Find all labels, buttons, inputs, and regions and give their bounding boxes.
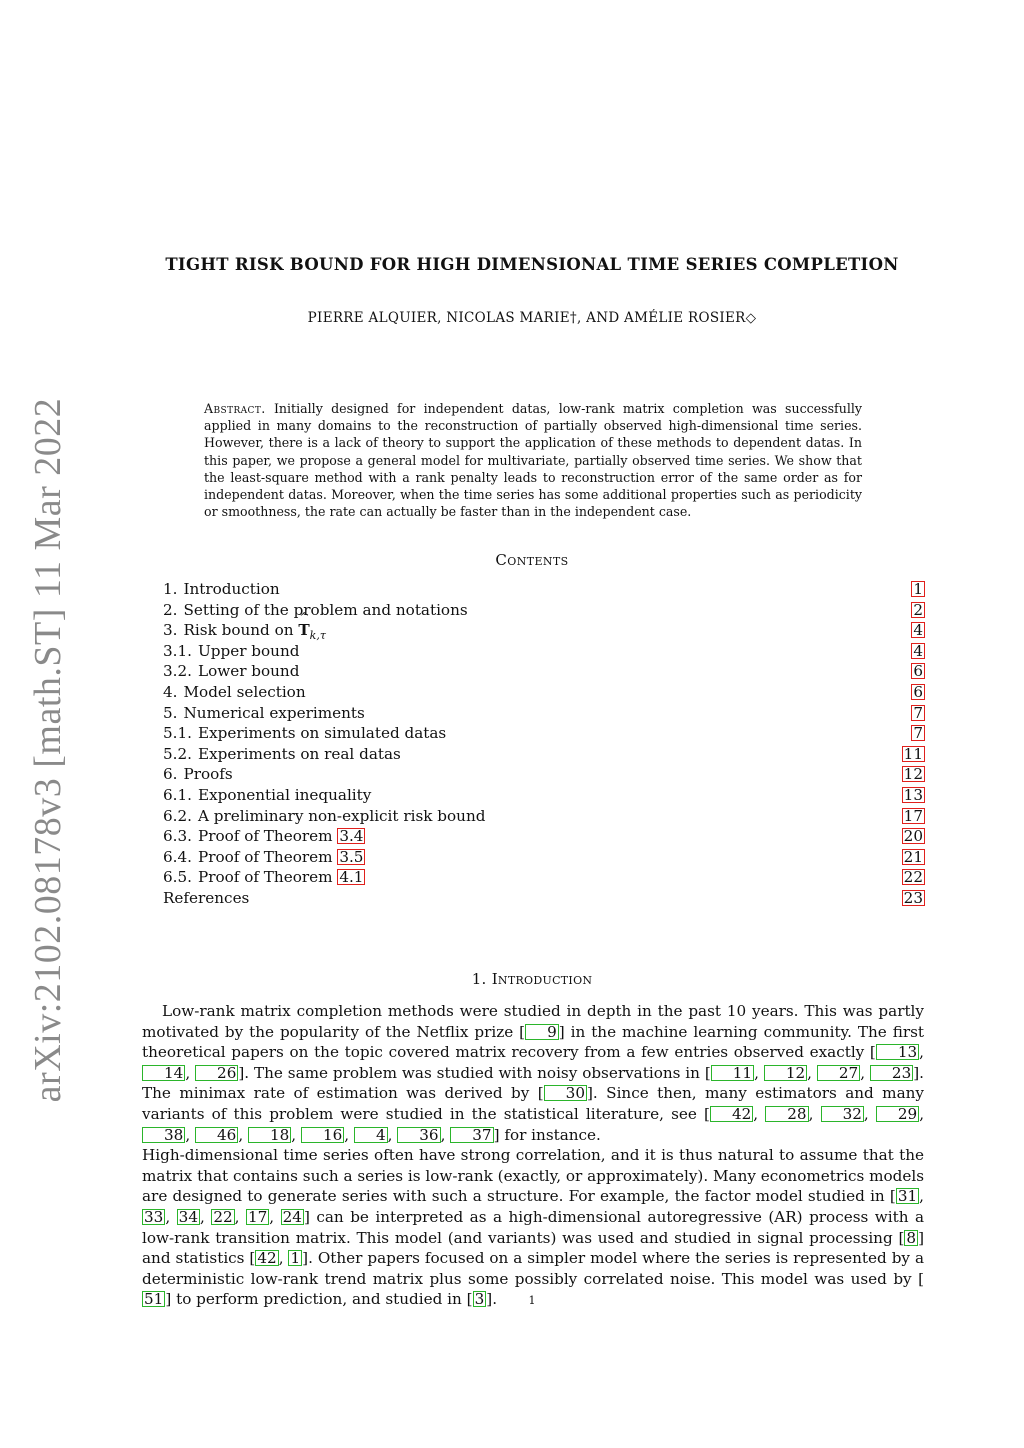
toc-entry-number: 6. — [163, 765, 178, 784]
citation-link[interactable]: 4 — [354, 1127, 388, 1143]
abstract-label: Abstract. — [204, 401, 266, 416]
citation-link[interactable]: 42 — [257, 1249, 277, 1268]
citation-link[interactable]: 33 — [144, 1207, 164, 1226]
citation-link[interactable]: 12 — [764, 1065, 807, 1081]
toc-entry-label — [163, 786, 371, 804]
toc-entry-number: 6.2. — [163, 806, 192, 825]
toc-entry-label — [163, 868, 365, 886]
citation-link[interactable]: 32 — [821, 1106, 864, 1122]
toc-entry-number: 3.1. — [163, 641, 192, 660]
toc-entry-label — [163, 642, 299, 660]
toc-page-link[interactable]: 22 — [903, 868, 923, 887]
toc-entry[interactable] — [163, 889, 925, 910]
toc-entry-number: 6.5. — [163, 868, 192, 887]
toc-entry-title: Experiments on real datas — [197, 744, 401, 763]
citation-link[interactable]: 22 — [213, 1207, 233, 1226]
contents-heading: Contents — [495, 551, 569, 569]
citation-link[interactable]: 38 — [142, 1127, 185, 1143]
toc-entry[interactable] — [163, 580, 925, 601]
toc-entry-label — [163, 621, 326, 642]
toc-entry[interactable] — [163, 683, 925, 704]
toc-page-link[interactable]: 6 — [913, 662, 923, 681]
citation-link[interactable]: 37 — [450, 1127, 493, 1143]
citation-link[interactable]: 29 — [876, 1106, 919, 1122]
section-heading-introduction — [140, 970, 924, 988]
section-title: Introduction — [491, 970, 593, 988]
toc-entry-label — [163, 889, 249, 907]
toc-page-link[interactable]: 4 — [913, 641, 923, 660]
citation-link[interactable]: 9 — [525, 1024, 559, 1040]
toc-entry[interactable] — [163, 868, 925, 889]
toc-entry-label — [163, 683, 306, 701]
section-number: 1. — [471, 970, 487, 988]
toc-entry-label — [163, 601, 468, 619]
toc-entry[interactable] — [163, 621, 925, 642]
toc-entry-number: 6.3. — [163, 827, 192, 846]
citation-link[interactable]: 3 — [474, 1290, 485, 1309]
toc-entry-title: Proof of Theorem — [197, 868, 338, 887]
toc-entry-title: Risk bound on — [183, 621, 299, 640]
toc-page-link[interactable]: 20 — [903, 827, 923, 846]
toc-page-link[interactable]: 4 — [913, 621, 923, 640]
toc-entry-title: Setting of the problem and notations — [183, 600, 468, 619]
toc-entry-label — [163, 580, 280, 598]
toc-entry-title: Introduction — [183, 580, 280, 598]
toc-entry-title: References — [163, 888, 250, 907]
toc-entry-label — [163, 724, 446, 742]
toc-entry[interactable] — [163, 807, 925, 828]
toc-entry-label — [163, 662, 299, 680]
arxiv-stamp-text: arXiv:2102.08178v3 [math.ST] 11 Mar 2022 — [27, 397, 69, 1103]
toc-entry-title: Proof of Theorem — [197, 827, 338, 846]
toc-entry[interactable] — [163, 786, 925, 807]
toc-entry-title: Upper bound — [197, 641, 300, 660]
toc-entry-number: 6.4. — [163, 847, 192, 866]
toc-page-link[interactable]: 23 — [903, 888, 923, 907]
toc-entry-title: A preliminary non-explicit risk bound — [197, 806, 486, 825]
citation-link[interactable]: 8 — [906, 1228, 917, 1247]
toc-entry-number: 2. — [163, 600, 178, 619]
citation-link[interactable]: 16 — [301, 1127, 344, 1143]
toc-entry-number: 6.1. — [163, 785, 192, 804]
citation-link[interactable]: 23 — [870, 1065, 913, 1081]
citation-link[interactable]: 30 — [544, 1085, 587, 1101]
citation-link[interactable]: 28 — [765, 1106, 808, 1122]
theorem-link[interactable]: 4.1 — [339, 868, 364, 887]
toc-page-link[interactable]: 13 — [903, 785, 923, 804]
citation-link[interactable]: 24 — [282, 1207, 302, 1226]
toc-entry-title: Experiments on simulated datas — [197, 724, 447, 743]
toc-entry[interactable] — [163, 765, 925, 786]
citation-link[interactable]: 34 — [178, 1207, 198, 1226]
toc-entry-label — [163, 827, 365, 845]
toc-entry[interactable] — [163, 724, 925, 745]
toc-entry-title: Proof of Theorem — [197, 847, 338, 866]
toc-page-link[interactable]: 7 — [913, 724, 923, 743]
arxiv-stamp — [18, 397, 78, 1103]
citation-link[interactable]: 13 — [876, 1044, 919, 1060]
citation-link[interactable]: 11 — [711, 1065, 754, 1081]
citation-link[interactable]: 42 — [710, 1106, 753, 1122]
toc-entry-title: Proofs — [183, 765, 233, 784]
page-number: 1 — [528, 1294, 536, 1307]
toc-page-link[interactable]: 17 — [903, 806, 923, 825]
toc-entry-number: 5.1. — [163, 724, 192, 743]
citation-link[interactable]: 1 — [290, 1249, 301, 1268]
citation-link[interactable]: 36 — [397, 1127, 440, 1143]
theorem-link[interactable]: 3.4 — [339, 827, 364, 846]
paragraph-1: Low-rank matrix completion methods were studied in depth in the past 10 years. This was partly motivated by the popularity of the Netflix prize [ 9 ] in the machine learning community. The first theoretical papers on the topic covered matrix recovery from a few entries observed exactly [ 13 , 14 , 26 ]. The same problem was studied with noisy observations in [ 11 , 12 , 27 , 23 ]. The minimax rate of estimation was derived by [ 30 ]. Since then, many estimators and many variants of this problem were studied in the statistical literature, see [ 42 , 28 , 32 , 29 , 38 , 46 , 18 , 16 , 4 , 36 , 37 ] for instance. — [142, 1002, 925, 1144]
citation-link[interactable]: 27 — [817, 1065, 860, 1081]
toc-entry-number: 4. — [163, 682, 178, 701]
toc-entry-label — [163, 807, 485, 825]
toc-page-link[interactable]: 6 — [913, 682, 923, 701]
citation-link[interactable]: 51 — [144, 1290, 164, 1309]
toc-entry-label — [163, 745, 401, 763]
toc-entry-title: Numerical experiments — [183, 703, 365, 722]
introduction-body — [142, 1001, 924, 1310]
toc-page-link[interactable]: 1 — [913, 580, 923, 598]
toc-page-link[interactable]: 21 — [903, 847, 923, 866]
toc-entry-number: 3.2. — [163, 662, 192, 681]
math-subscript: k,τ — [309, 629, 326, 643]
citation-link[interactable]: 14 — [142, 1065, 185, 1081]
citation-link[interactable]: 31 — [897, 1187, 918, 1206]
table-of-contents — [163, 580, 925, 910]
toc-entry-label — [163, 848, 365, 866]
toc-entry[interactable] — [163, 827, 925, 848]
toc-page-link[interactable]: 2 — [913, 600, 923, 619]
toc-page-link[interactable]: 11 — [903, 744, 923, 763]
toc-entry-title: Lower bound — [197, 662, 300, 681]
toc-entry[interactable] — [163, 848, 925, 869]
toc-page-link[interactable]: 7 — [913, 703, 923, 722]
paper-title: TIGHT RISK BOUND FOR HIGH DIMENSIONAL TIME SERIES COMPLETION — [165, 255, 899, 274]
toc-entry-number: 1. — [163, 580, 178, 598]
toc-entry[interactable] — [163, 642, 925, 663]
toc-entry[interactable] — [163, 745, 925, 766]
toc-entry-number: 3. — [163, 621, 178, 640]
author-list: PIERRE ALQUIER, NICOLAS MARIE†, AND AMÉLIE ROSIER◇ — [307, 310, 757, 326]
toc-entry-label — [163, 765, 233, 783]
toc-entry-label — [163, 704, 365, 722]
toc-entry[interactable] — [163, 601, 925, 622]
citation-link[interactable]: 18 — [248, 1127, 291, 1143]
toc-entry[interactable] — [163, 704, 925, 725]
theorem-link[interactable]: 3.5 — [339, 847, 364, 866]
toc-entry-number: 5.2. — [163, 744, 192, 763]
citation-link[interactable]: 17 — [247, 1207, 268, 1226]
abstract — [204, 400, 862, 520]
citation-link[interactable]: 26 — [195, 1065, 238, 1081]
toc-entry-title: Model selection — [183, 682, 306, 701]
abstract-text: Initially designed for independent datas, low-rank matrix completion was successfully applied in many domains to the reconstruction of partially observed high-dimensional time series. However, there is a lack of theory to support the application of these methods to dependent datas. In this paper, we propose a general model for multivariate, partially observed time series. We show that the least-square method with a rank penalty leads to reconstruction error of the same order as for independent datas. Moreover, when the time series has some additional properties such as periodicity or smoothness, the rate can actually be faster than in the independent case. — [204, 401, 862, 520]
toc-page-link[interactable]: 12 — [903, 765, 923, 784]
toc-entry-number: 5. — [163, 703, 178, 722]
toc-entry[interactable] — [163, 662, 925, 683]
citation-link[interactable]: 46 — [195, 1127, 238, 1143]
math-symbol: ^ T — [298, 621, 309, 639]
paragraph-2: High-dimensional time series often have strong correlation, and it is thus natural to assume that the matrix that contains such a series is low-rank (exactly, or approximately). Many econometrics models are designed to generate series with such a structure. For example, the factor model studied in [ 31 , 33 , 34 , 22 , 17 , 24 ] can be interpreted as a high-dimensional autoregressive (AR) process with a low-rank transition matrix. This model (and variants) was used and studied in signal processing [ 8 ] and statistics [ 42 , 1 ]. Other papers focused on a simpler model where the series is represented by a deterministic low-rank trend matrix plus some possibly correlated noise. This model was used by [51 ] to perform prediction, and studied in [ 3 ]. — [142, 1146, 925, 1309]
toc-entry-title: Exponential inequality — [197, 785, 372, 804]
